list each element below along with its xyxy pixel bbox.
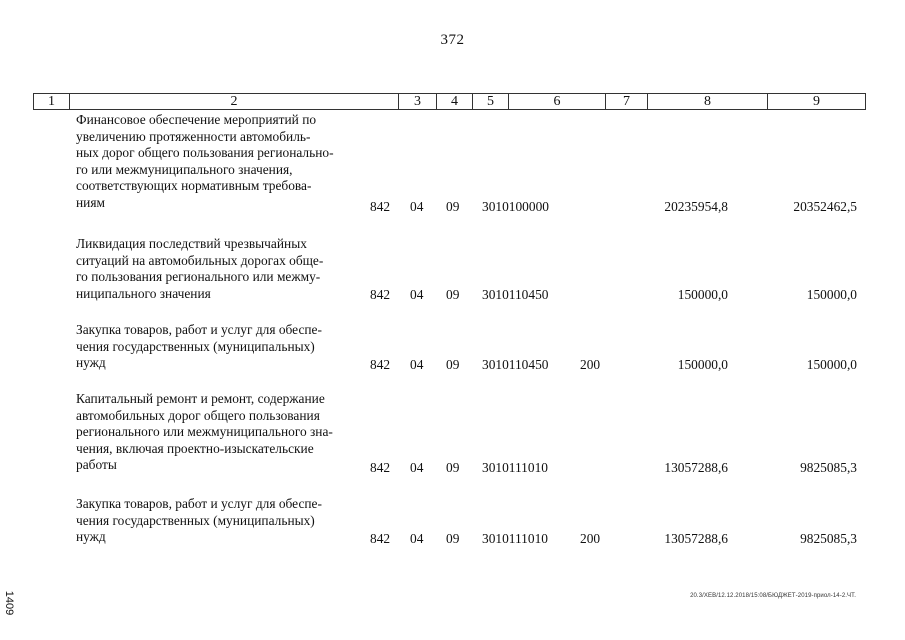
ministry-code: 842 — [370, 531, 391, 546]
expense-type-code: 200 — [580, 531, 601, 546]
column-header-7: 7 — [606, 94, 648, 110]
subsection-code: 09 — [446, 460, 460, 475]
target-article-code: 3010111010 — [482, 531, 548, 546]
side-page-mark: 1409 — [3, 590, 15, 616]
target-article-code: 3010111010 — [482, 460, 548, 475]
amount-2019: 13057288,6 — [664, 460, 728, 475]
target-article-code: 3010110450 — [482, 287, 549, 302]
subsection-code: 09 — [446, 357, 460, 372]
column-header-9: 9 — [768, 94, 866, 110]
section-code: 04 — [410, 357, 424, 372]
amount-2020: 150000,0 — [806, 287, 857, 302]
amount-2020: 9825085,3 — [800, 531, 857, 546]
amount-2020: 150000,0 — [806, 357, 857, 372]
column-header-1: 1 — [34, 94, 70, 110]
column-header-2: 2 — [70, 94, 399, 110]
column-header-3: 3 — [399, 94, 437, 110]
expense-type-code: 200 — [580, 357, 601, 372]
row-description: Ликвидация последствий чрезвычайных ситуаций на автомобильных дорогах обще- го пользования регионального или межму- ниципального значения — [76, 236, 324, 301]
amount-2019: 150000,0 — [677, 357, 728, 372]
amount-2019: 20235954,8 — [664, 199, 728, 214]
column-header-8: 8 — [648, 94, 768, 110]
column-header-5: 5 — [473, 94, 509, 110]
section-code: 04 — [410, 460, 424, 475]
amount-2019: 13057288,6 — [664, 531, 728, 546]
column-header-row — [33, 93, 866, 110]
subsection-code: 09 — [446, 531, 460, 546]
row-description: Закупка товаров, работ и услуг для обеспе- чения государственных (муниципальных) нужд — [76, 322, 322, 370]
section-code: 04 — [410, 287, 424, 302]
target-article-code: 3010100000 — [482, 199, 549, 214]
amount-2019: 150000,0 — [677, 287, 728, 302]
amount-2020: 9825085,3 — [800, 460, 857, 475]
column-header-4: 4 — [437, 94, 473, 110]
subsection-code: 09 — [446, 287, 460, 302]
column-header-6: 6 — [509, 94, 606, 110]
ministry-code: 842 — [370, 357, 391, 372]
row-description: Закупка товаров, работ и услуг для обеспе- чения государственных (муниципальных) нужд — [76, 496, 322, 544]
ministry-code: 842 — [370, 199, 391, 214]
subsection-code: 09 — [446, 199, 460, 214]
ministry-code: 842 — [370, 287, 391, 302]
target-article-code: 3010110450 — [482, 357, 549, 372]
row-description: Финансовое обеспечение мероприятий по увеличению протяженности автомобиль- ных дорог общего пользования регионально- го или межмуниципального значения, соответствующих нормативным требова- ниям — [76, 112, 334, 210]
section-code: 04 — [410, 199, 424, 214]
page-number: 372 — [440, 32, 465, 48]
ministry-code: 842 — [370, 460, 391, 475]
amount-2020: 20352462,5 — [793, 199, 857, 214]
row-description: Капитальный ремонт и ремонт, содержание автомобильных дорог общего пользования регионального или межмуниципального зна- чения, включая проектно-изыскательские работы — [76, 391, 333, 472]
document-footer-code: 20.3/ХЕВ/12.12.2018/15:08/БЮДЖЕТ-2019-приол-14-2.ЧТ. — [690, 593, 856, 599]
section-code: 04 — [410, 531, 424, 546]
